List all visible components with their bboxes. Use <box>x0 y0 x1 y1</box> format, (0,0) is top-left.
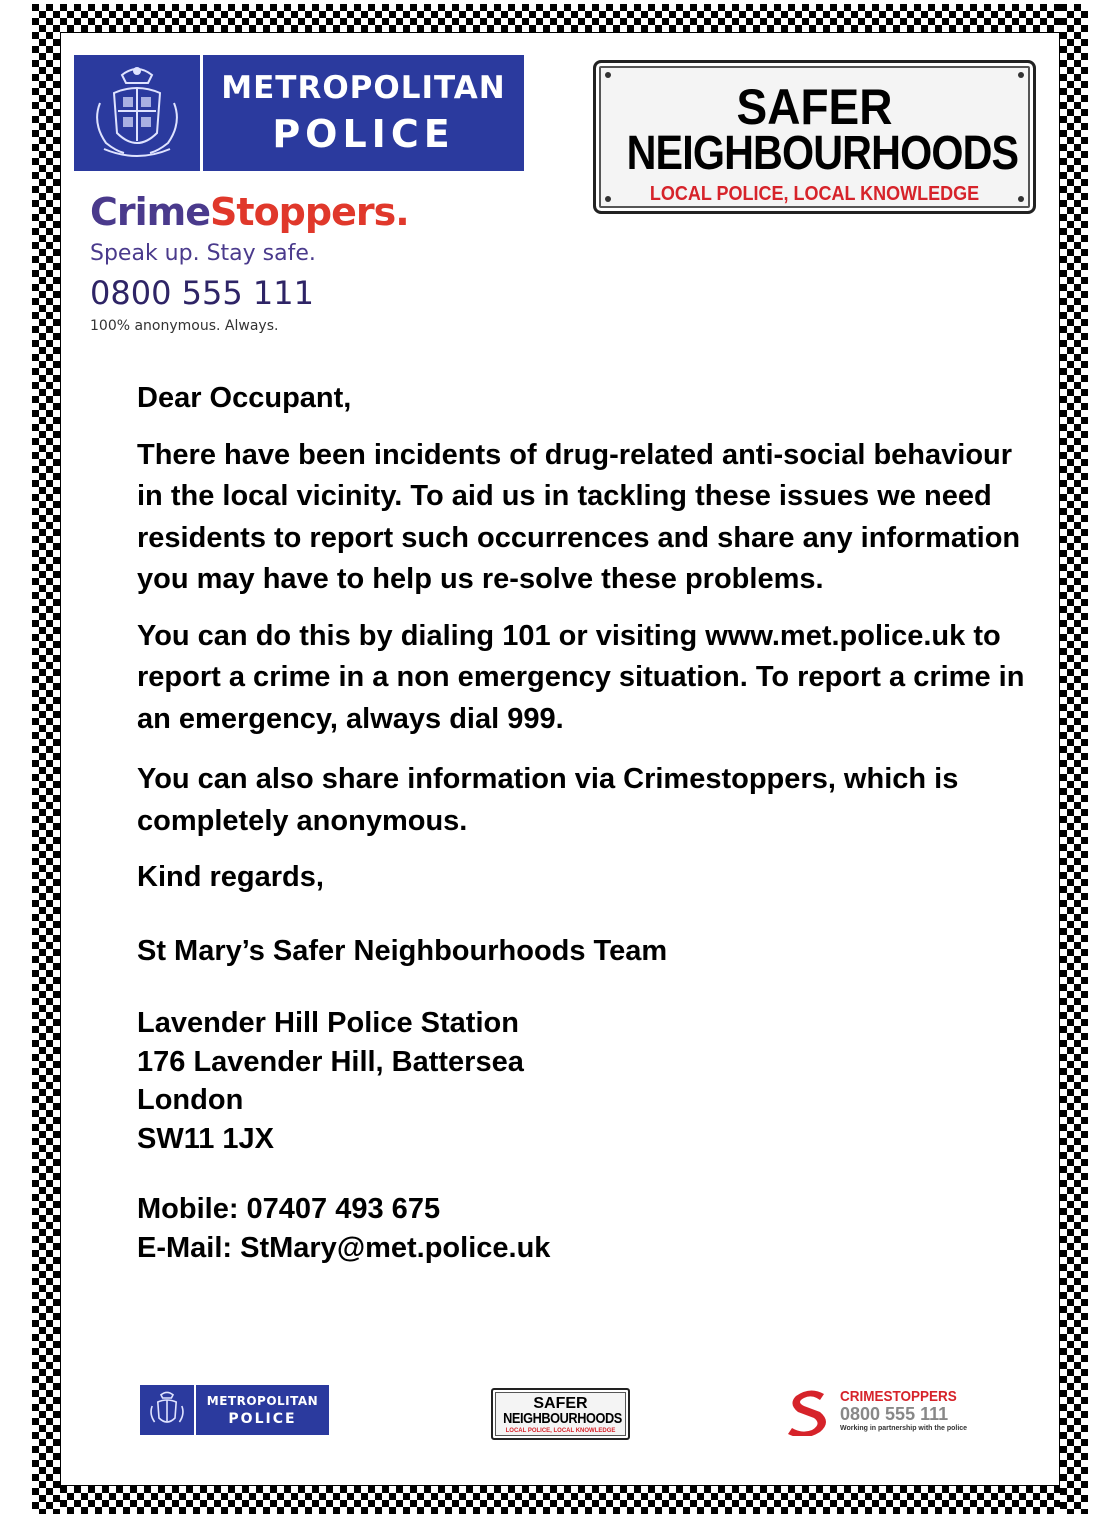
closing: Kind regards, <box>137 861 324 893</box>
paragraph-crimestoppers: You can also share information via Crimestoppers, which is completely anonymous. <box>137 763 959 837</box>
sign-line2: NEIGHBOURHOODS <box>626 127 1019 180</box>
crimestoppers-brand-part1: Crime <box>90 190 211 234</box>
crimestoppers-logo <box>90 190 409 234</box>
border-left <box>32 4 60 1514</box>
crest-icon <box>82 63 192 163</box>
contact-block <box>137 1190 1027 1267</box>
crimestoppers-tagline: Speak up. Stay safe. <box>90 241 316 266</box>
contact-mobile: Mobile: 07407 493 675 <box>137 1193 441 1225</box>
address-line3: London <box>137 1084 244 1116</box>
team-name: St Mary’s Safer Neighbourhoods Team <box>137 934 668 967</box>
footer-safer-neighbourhoods-sign <box>491 1388 630 1440</box>
footer-crimestoppers-logo <box>784 1388 969 1436</box>
crimestoppers-brand-part2: Stoppers. <box>210 190 409 234</box>
address-line2: 176 Lavender Hill, Battersea <box>137 1045 524 1078</box>
footer-crest <box>140 1385 194 1435</box>
paragraph-incidents: There have been incidents of drug-related anti-social behaviour in the local vicinity. To aid us in tackling these issues we need residents to report such occurrences and share any information you may have to help us re-solve these problems. <box>137 438 1021 595</box>
sign-line3: LOCAL POLICE, LOCAL KNOWLEDGE <box>649 183 980 205</box>
crimestoppers-s-icon <box>784 1388 834 1436</box>
paragraph-reporting: You can do this by dialing 101 or visiting www.met.police.uk to report a crime in a non emergency situation. To report a crime in an emergency, always dial 999. <box>137 619 1025 735</box>
met-line1: METROPOLITAN <box>221 70 506 106</box>
met-wordmark <box>203 55 524 171</box>
address-block <box>137 1004 1027 1158</box>
footer-met-line1: METROPOLITAN <box>206 1393 319 1408</box>
footer-met-line2: POLICE <box>228 1410 297 1427</box>
border-top <box>32 4 1088 32</box>
met-police-logo <box>74 55 524 171</box>
border-right <box>1060 4 1088 1514</box>
footer-sign-line2: NEIGHBOURHOODS <box>503 1410 622 1427</box>
footer-met-wordmark <box>196 1385 329 1435</box>
footer-met-police-logo <box>140 1385 329 1435</box>
footer-crimestoppers-name: CRIMESTOPPERS <box>840 1388 957 1405</box>
footer-sign-line1: SAFER <box>533 1395 588 1412</box>
contact-email: E-Mail: StMary@met.police.uk <box>137 1231 551 1264</box>
met-line2: POLICE <box>272 112 455 156</box>
salutation: Dear Occupant, <box>137 382 352 414</box>
sign-line1: SAFER <box>736 79 893 135</box>
footer-crimestoppers-note: Working in partnership with the police <box>840 1425 968 1432</box>
letter-body <box>137 378 1027 1267</box>
crimestoppers-anonymous-note: 100% anonymous. Always. <box>90 318 279 334</box>
footer-sign-line3: LOCAL POLICE, LOCAL KNOWLEDGE <box>505 1428 616 1434</box>
footer-crimestoppers-text <box>840 1388 970 1432</box>
footer-crimestoppers-phone: 0800 555 111 <box>840 1404 949 1424</box>
met-crest <box>74 55 200 171</box>
address-line1: Lavender Hill Police Station <box>137 1007 519 1039</box>
address-line4: SW11 1JX <box>137 1122 275 1155</box>
crimestoppers-phone: 0800 555 111 <box>90 274 314 312</box>
safer-neighbourhoods-sign <box>593 60 1036 214</box>
border-bottom <box>32 1486 1088 1514</box>
crest-icon <box>145 1390 189 1430</box>
